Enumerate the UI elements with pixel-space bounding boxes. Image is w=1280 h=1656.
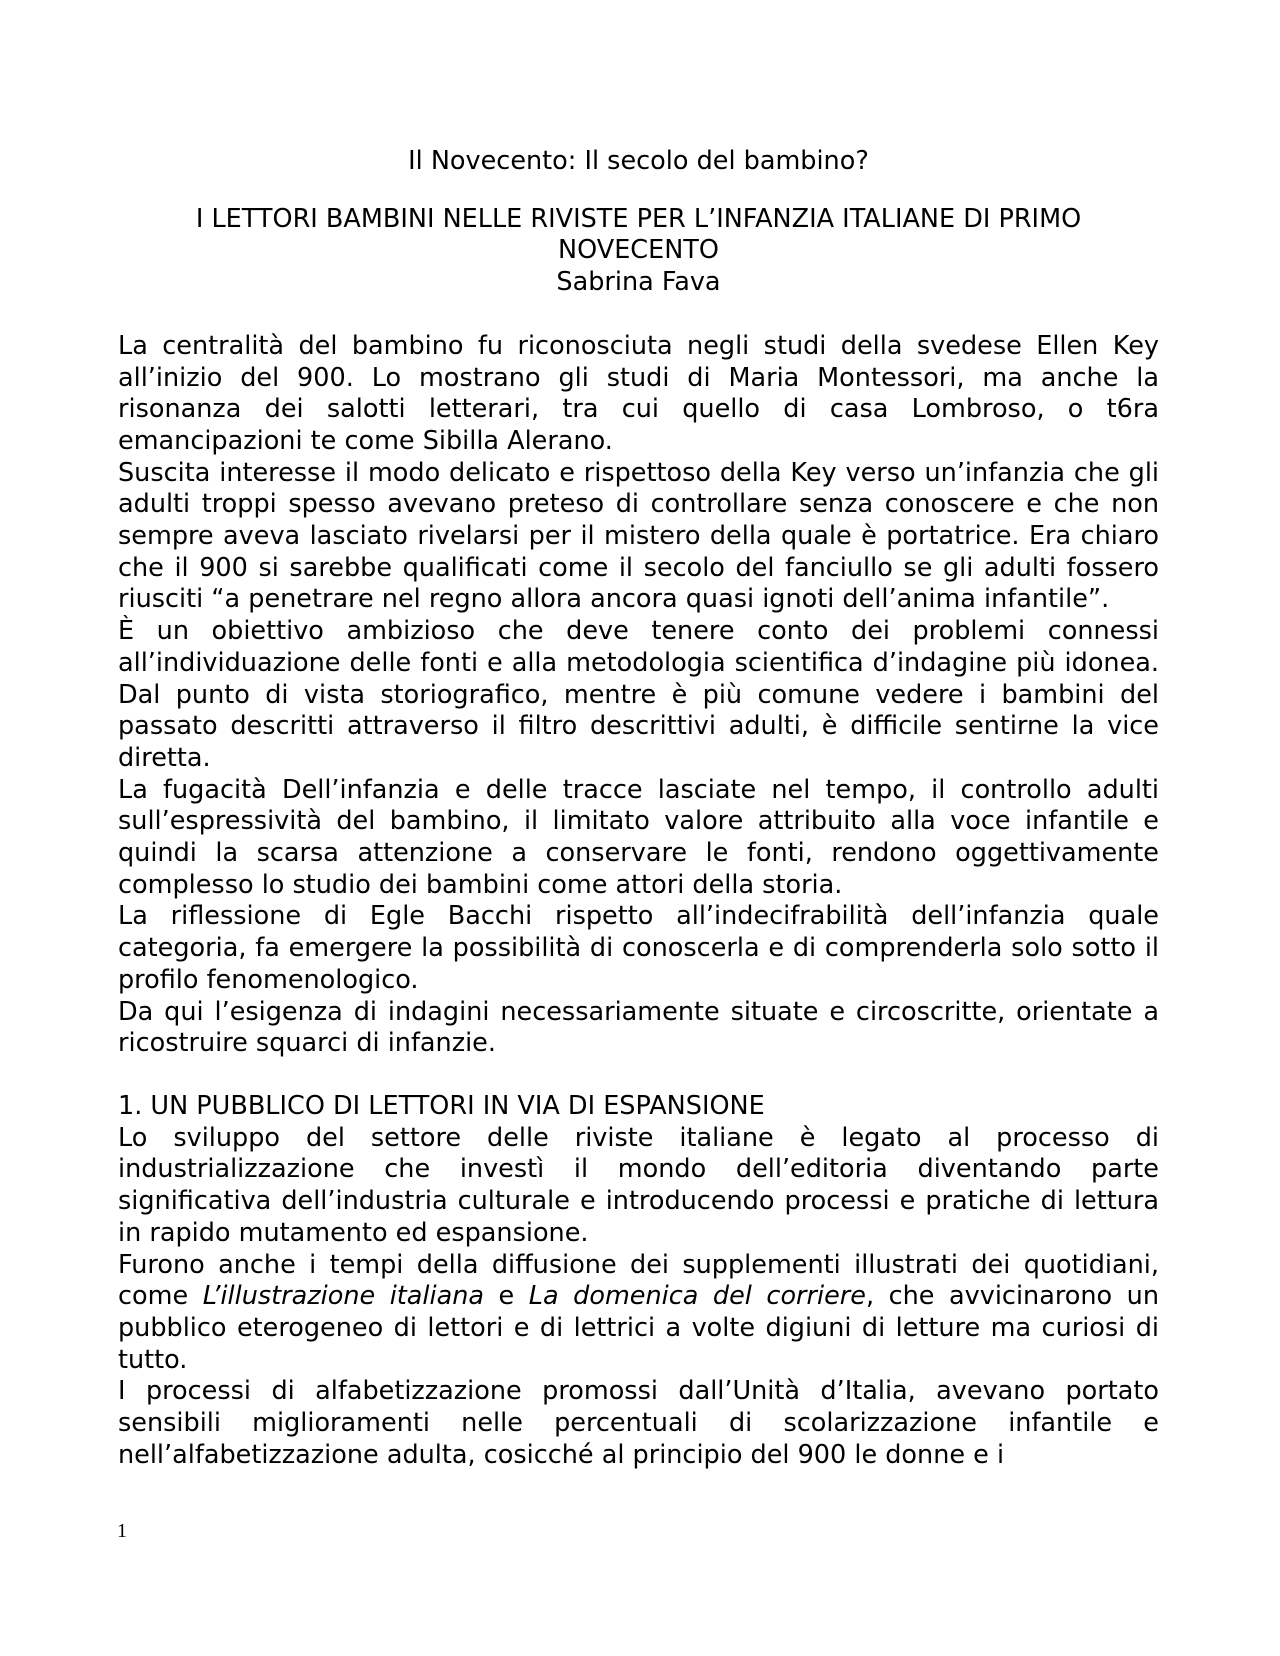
author-name: Sabrina Fava [556,267,721,298]
paragraph: La fugacità Dell’infanzia e delle tracce lasciate nel tempo, il controllo adulti sull’espressività del bambino, il limitato valore attribuito alla voce infantile e quindi la scarsa attenzione a conservare le fonti, rendono oggettivamente complesso lo studio dei bambini come attori della storia. [118,774,1159,900]
text-run: Furono anche i tempi della diffusione dei supplementi illustrati dei quotidiani, come [118,1249,1159,1312]
series-title: Il Novecento: Il secolo del bambino? [408,146,869,176]
text-run: e [484,1281,529,1312]
article-heading [118,204,1159,299]
paragraph: Suscita interesse il modo delicato e rispettoso della Key verso un’infanzia che gli adulti troppi spesso avevano preteso di controllare senza conoscere e che non sempre aveva lasciato rivelarsi per il mistero della quale è portatrice. Era chiaro che il 900 si sarebbe qualificati come il secolo del fanciullo se gli adulti fossero riusciti “a penetrare nel regno allora ancora quasi ignoti dell’anima infantile”. [118,457,1159,615]
paragraph: Lo sviluppo del settore delle riviste italiane è legato al processo di industrializzazione che investì il mondo dell’editoria diventando parte significativa dell’industria culturale e introducendo processi e pratiche di lettura in rapido mutamento ed espansione. [118,1122,1159,1248]
paragraph: La centralità del bambino fu riconosciuta negli studi della svedese Ellen Key all’inizio del 900. Lo mostrano gli studi di Maria Montessori, ma anche la risonanza dei salotti letterari, tra cui quello di casa Lombroso, o t6ra emancipazioni te come Sibilla Alerano. [118,330,1159,456]
article-title-line-2: NOVECENTO [558,235,719,266]
paragraph: La riflessione di Egle Bacchi rispetto all’indecifrabilità dell’infanzia quale categoria, fa emergere la possibilità di conoscerla e di comprenderla solo sotto il profilo fenomenologico. [118,901,1159,995]
paragraph: I processi di alfabetizzazione promossi dall’Unità d’Italia, avevano portato sensibili miglioramenti nelle percentuali di scolarizzazione infantile e nell’alfabetizzazione adulta, cosicché al principio del 900 le donne e i [118,1376,1159,1470]
section-heading: 1. UN PUBBLICO DI LETTORI IN VIA DI ESPANSIONE [118,1090,765,1121]
paragraph: Da qui l’esigenza di indagini necessariamente situate e circoscritte, orientate a ricostruire squarci di infanzie. [118,996,1159,1059]
intro-section [118,331,1159,1060]
article-title-line-1: I LETTORI BAMBINI NELLE RIVISTE PER L’INFANZIA ITALIANE DI PRIMO [195,203,1082,234]
text-run: , che avvicinarono un pubblico eterogeneo di lettori e di lettrici a volte digiuni di letture ma curiosi di tutto. [118,1281,1159,1375]
italic-title: La domenica del corriere [528,1281,866,1312]
paragraph-with-italic-titles [118,1250,1159,1377]
italic-title: L’illustrazione italiana [202,1281,485,1312]
document-body [118,146,1159,1471]
page-number: 1 [117,1520,127,1542]
paragraph: È un obiettivo ambizioso che deve tenere conto dei problemi connessi all’individuazione delle fonti e alla metodologia scientifica d’indagine più idonea. Dal punto di vista storiografico, mentre è più comune vedere i bambini del passato descritti attraverso il filtro descrittivi adulti, è difficile sentirne la vice diretta. [118,616,1159,773]
